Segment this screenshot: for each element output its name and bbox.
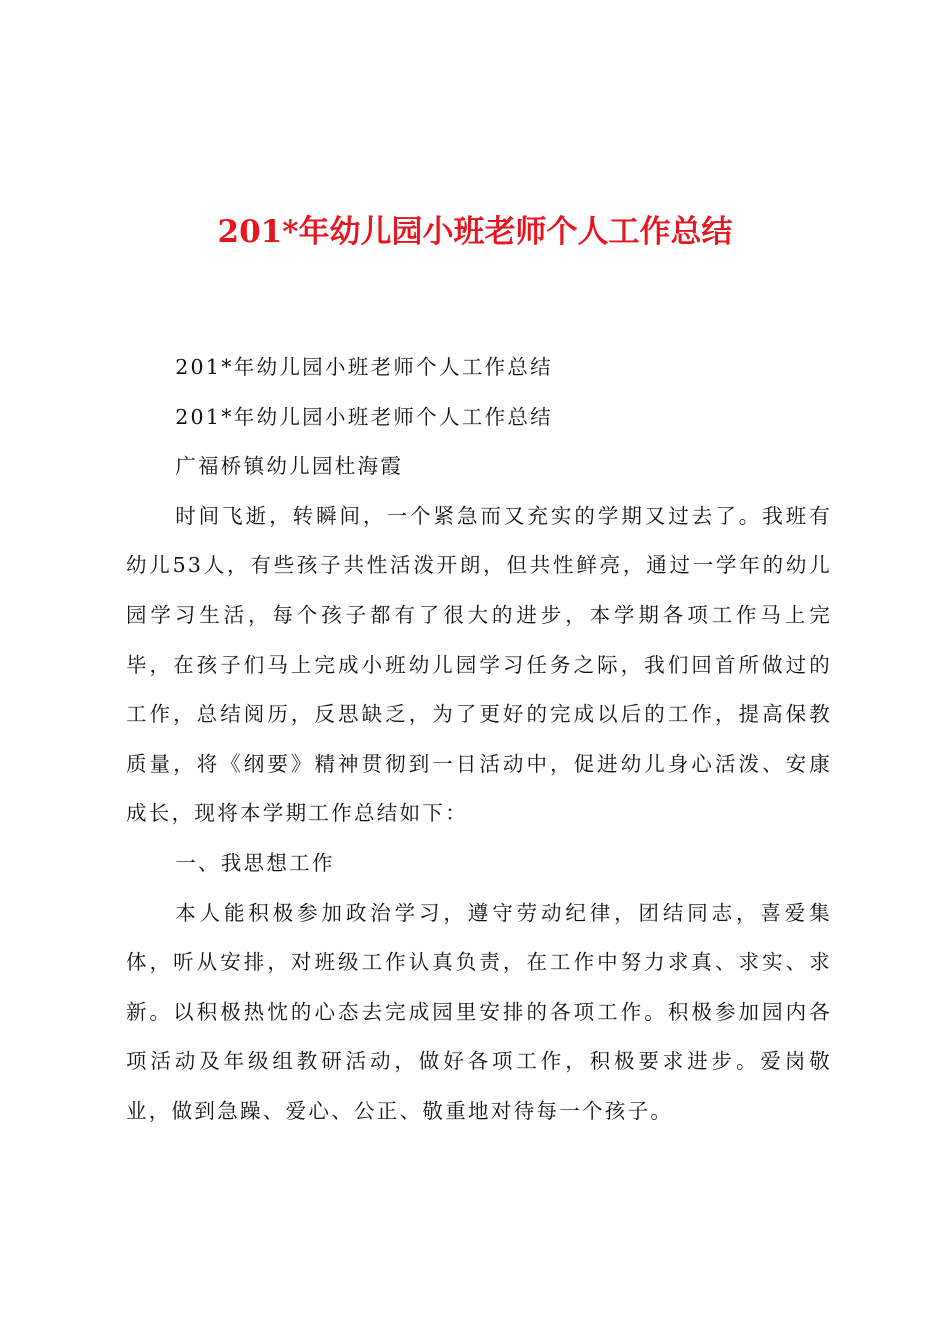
paragraph-intro: 时间飞逝，转瞬间，一个紧急而又充实的学期又过去了。我班有幼儿53人，有些孩子共性活泼开朗，但共性鲜亮，通过一学年的幼儿园学习生活，每个孩子都有了很大的进步，本学期各项工作马上完毕，在孩子们马上完成小班幼儿园学习任务之际，我们回首所做过的工作，总结阅历，反思缺乏，为了更好的完成以后的工作，提高保教质量，将《纲要》精神贯彻到一日活动中，促进幼儿身心活泼、安康成长，现将本学期工作总结如下： <box>126 503 832 826</box>
paragraph-heading-repeat-2: 201*年幼儿园小班老师个人工作总结 <box>175 404 553 429</box>
document-body <box>126 343 832 1137</box>
section-heading-1: 一、我思想工作 <box>175 850 335 875</box>
document-title: 201*年幼儿园小班老师个人工作总结 <box>217 214 733 250</box>
paragraph-author: 广福桥镇幼儿园杜海霞 <box>175 454 404 479</box>
paragraph-heading-repeat-1: 201*年幼儿园小班老师个人工作总结 <box>175 355 553 379</box>
paragraph-section-1: 本人能积极参加政治学习，遵守劳动纪律，团结同志，喜爱集体，听从安排，对班级工作认真负责，在工作中努力求真、求实、求新。以积极热忱的心态去完成园里安排的各项工作。积极参加园内各项活动及年级组教研活动，做好各项工作，积极要求进步。爱岗敬业，做到急躁、爱心、公正、敬重地对待每一个孩子。 <box>126 900 832 1123</box>
